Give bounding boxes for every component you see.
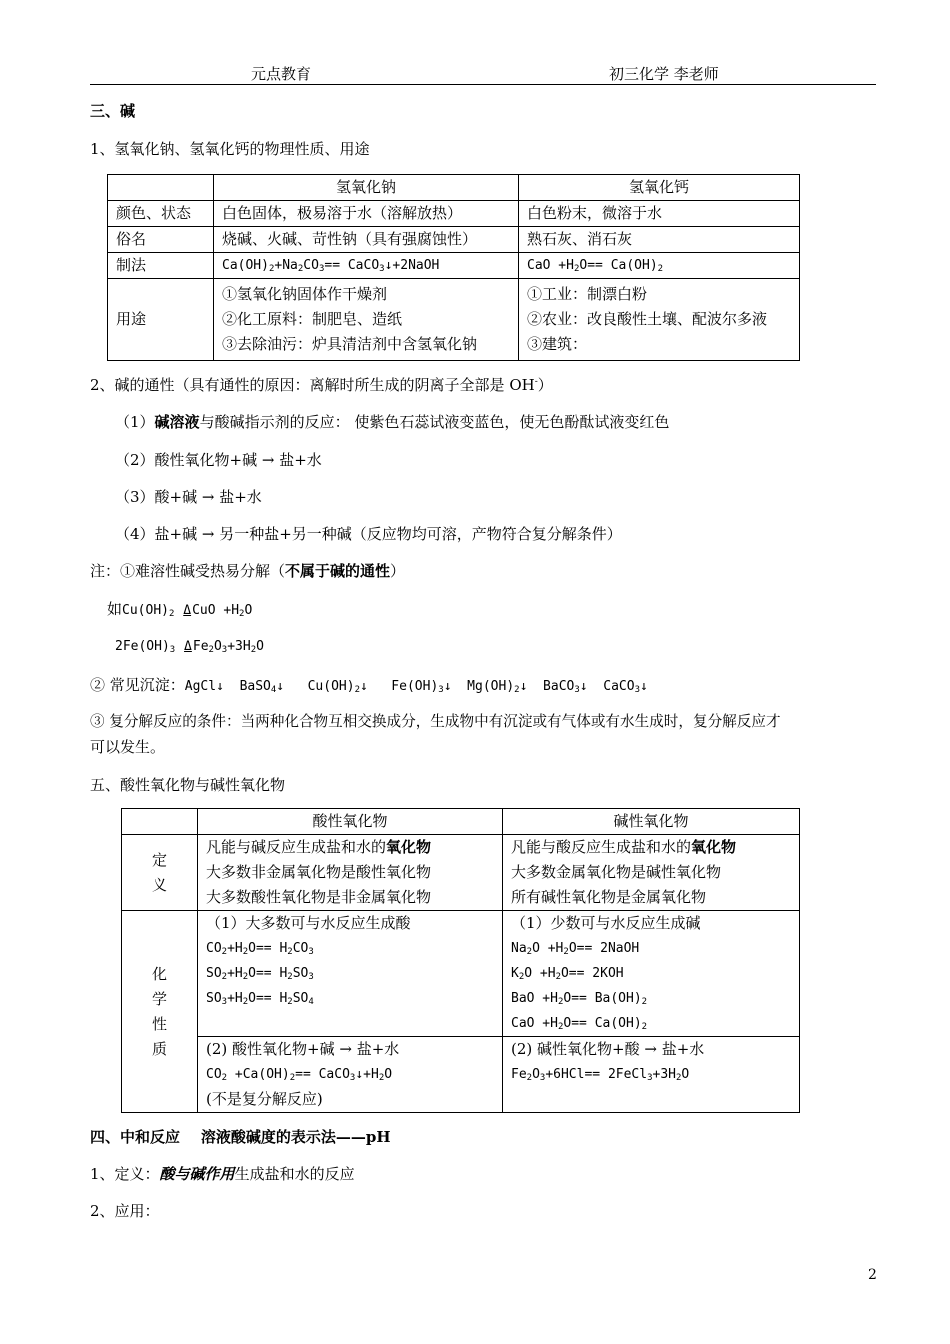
naoh-use-2: ②化工原料：制肥皂、造纸 xyxy=(222,310,403,328)
basic-oxide-acid-reaction: (2) 碱性氧化物+酸 → 盐+水 $Fe_2O_3+6HCl==$ $2FeCl_3+3H_2O$ xyxy=(503,1037,800,1113)
naoh-appearance: 白色固体，极易溶于水（溶解放热） xyxy=(214,201,519,227)
property-4: （4）盐+碱 → 另一种盐+另一种碱（反应物均可溶，产物符合复分解条件） xyxy=(115,525,622,543)
table1-corner xyxy=(108,175,214,201)
decomposition-equation-1: 如$Cu(OH)_2$ $\Delta CuO +H_2O$ xyxy=(107,600,253,619)
header-divider xyxy=(90,84,876,85)
section-title-neutralization: 四、中和反应 溶液酸碱度的表示法——pH xyxy=(90,1128,391,1146)
note-3-line-1: ③ 复分解反应的条件：当两种化合物互相交换成分，生成物中有沉淀或有气体或有水生成时，复分解反应才 xyxy=(90,713,781,730)
row-label-preparation: 制法 xyxy=(108,253,214,279)
acidic-oxide-base-reaction: (2) 酸性氧化物+碱 → 盐+水 $CO_2 +Ca(OH)_2==$ $CaCO_3↓+H_2O$ (不是复分解反应) xyxy=(198,1037,503,1113)
page-number: 2 xyxy=(868,1267,877,1283)
property-1: （1）碱溶液与酸碱指示剂的反应： 使紫色石蕊试液变蓝色，使无色酚酞试液变红色 xyxy=(115,413,670,431)
acid-base-interaction-term: 酸与碱作用 xyxy=(159,1165,235,1183)
hydroxide-ion-charge: - xyxy=(534,377,538,387)
not-common-property-term: 不属于碱的通性 xyxy=(285,562,391,580)
note-2-precipitates: ② 常见沉淀：AgCl↓ BaSO$_4$↓ $Cu(OH)_2↓$ $Fe(OH)_3↓$ $Mg(OH)_2↓$ BaCO$_3$↓ CaCO$_3$↓ xyxy=(90,676,648,695)
alkali-solution-term: 碱溶液 xyxy=(154,413,200,431)
naoh-uses xyxy=(214,279,519,361)
naoh-preparation-equation: $Ca(OH)_2+Na_2CO_3==$ CaCO$_3$↓+2NaOH xyxy=(214,253,519,279)
caoh-use-1: ①工业：制漂白粉 xyxy=(527,285,648,303)
table1-header-caoh: 氢氧化钙 xyxy=(519,175,800,201)
header-right: 初三化学 李老师 xyxy=(609,65,719,83)
basic-oxide-definition: 凡能与酸反应生成盐和水的氧化物 大多数金属氧化物是碱性氧化物 所有碱性氧化物是金属氧化物 xyxy=(503,835,800,911)
table2-header-basic: 碱性氧化物 xyxy=(503,809,800,835)
naoh-use-3: ③去除油污：炉具清洁剂中含氢氧化钠 xyxy=(222,335,478,353)
section-title-oxides: 五、酸性氧化物与碱性氧化物 xyxy=(90,776,286,794)
caoh-use-3: ③建筑： xyxy=(527,335,588,353)
row-label-appearance: 颜色、状态 xyxy=(108,201,214,227)
caoh-uses xyxy=(519,279,800,361)
item-2-title: 2、碱的通性（具有通性的原因：离解时所生成的阴离子全部是 OH-） xyxy=(90,376,553,394)
acidic-oxide-definition: 凡能与碱反应生成盐和水的氧化物 大多数非金属氧化物是酸性氧化物 大多数酸性氧化物是非金属氧化物 xyxy=(198,835,503,911)
item-1-title: 1、氢氧化钠、氢氧化钙的物理性质、用途 xyxy=(90,140,370,158)
caoh-use-2: ②农业：改良酸性土壤、配波尔多液 xyxy=(527,310,768,328)
neutralization-definition: 1、定义：酸与碱作用生成盐和水的反应 xyxy=(90,1165,355,1183)
caoh-common-name: 熟石灰、消石灰 xyxy=(519,227,800,253)
property-2: （2）酸性氧化物+碱 → 盐+水 xyxy=(115,451,322,469)
row-label-uses: 用途 xyxy=(108,279,214,361)
table2-header-acidic: 酸性氧化物 xyxy=(198,809,503,835)
basic-oxide-water-reaction: （1）少数可与水反应生成碱 $Na_2O +H_2O==$ 2NaOH $K_2O +H_2O== 2KOH$ BaO $+H_2O== Ba(OH)_2$ CaO $+H_2O== Ca(OH)_2$ xyxy=(503,911,800,1037)
caoh-appearance: 白色粉末，微溶于水 xyxy=(519,201,800,227)
naoh-common-name: 烧碱、火碱、苛性钠（具有强腐蚀性） xyxy=(214,227,519,253)
decomposition-equation-2: $2Fe(OH)_3$ $\Delta Fe_2O_3+3H_2O$ xyxy=(115,639,264,655)
section-title-bases: 三、碱 xyxy=(90,102,136,120)
note-3-line-2: 可以发生。 xyxy=(90,738,166,756)
table1-header-naoh: 氢氧化钠 xyxy=(214,175,519,201)
naoh-use-1: ①氢氧化钠固体作干燥剂 xyxy=(222,285,388,303)
hydroxide-properties-table xyxy=(107,174,800,361)
oxides-table xyxy=(121,808,800,1113)
caoh-preparation-equation: CaO $+H_2O== Ca(OH)_2$ xyxy=(519,253,800,279)
acidic-oxide-water-reaction: （1）大多数可与水反应生成酸 $CO_2+H_2O== H_2CO_3$ $SO_2+H_2O== H_2SO_3$ $SO_3+H_2O== H_2SO_4$ xyxy=(198,911,503,1037)
property-3: （3）酸+碱 → 盐+水 xyxy=(115,488,262,506)
applications-title: 2、应用： xyxy=(90,1202,160,1220)
table2-corner xyxy=(122,809,198,835)
row-label-definition: 定 义 xyxy=(122,835,198,911)
row-label-common-name: 俗名 xyxy=(108,227,214,253)
header-left: 元点教育 xyxy=(251,65,312,83)
note-1: 注：①难溶性碱受热易分解（不属于碱的通性） xyxy=(90,562,406,580)
row-label-chemical-properties: 化 学 性 质 xyxy=(122,911,198,1113)
